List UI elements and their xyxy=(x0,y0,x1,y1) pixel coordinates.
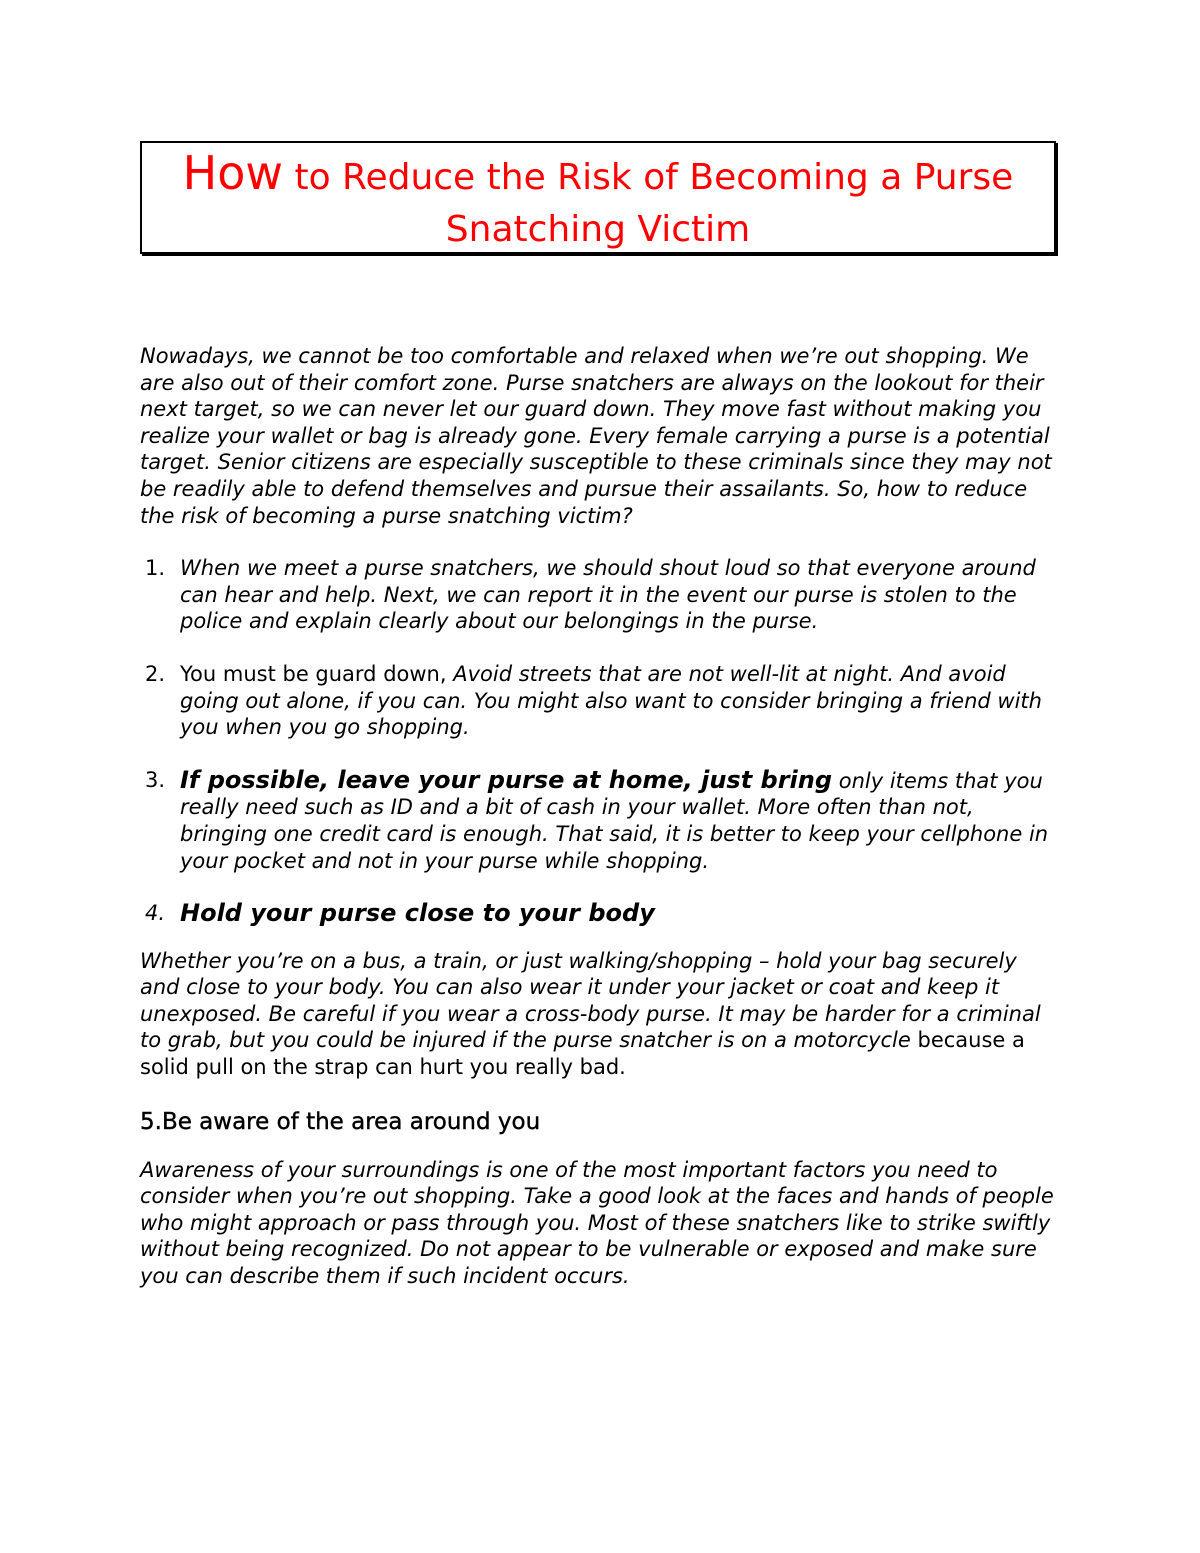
list-item-text: only items that you really need such as ID and a bit of cash in your wallet. More often than not, bringing one credit card is enough. That said, it is better to keep your cellphone in your pocket and not in your purse while shopping. xyxy=(180,768,1049,873)
document-page xyxy=(140,141,1060,1290)
intro-paragraph: Nowadays, we cannot be too comfortable and relaxed when we’re out shopping. We are also out of their comfort zone. Purse snatchers are always on the lookout for their next target, so we can never let our guard down. They move fast without making you realize your wallet or bag is already gone. Every female carrying a purse is a potential target. Senior citizens are especially susceptible to these criminals since they may not be readily able to defend themselves and pursue their assailants. So, how to reduce the risk of becoming a purse snatching victim? xyxy=(140,344,1052,528)
list-item xyxy=(140,900,1060,928)
list-item xyxy=(140,661,1060,741)
list-item xyxy=(140,555,1060,635)
list-item-text: Avoid streets that are not well-lit at night. And avoid going out alone, if you can. You might also want to consider bringing a friend with you when you go shopping. xyxy=(180,661,1042,740)
list-number: 2. xyxy=(145,661,166,686)
list-number: 4. xyxy=(145,901,166,926)
list-item-heading: Hold your purse close to your body xyxy=(180,899,655,928)
list-item-lead: You must be guard down, xyxy=(180,661,454,686)
paragraph-4-italic: Whether you’re on a bus, a train, or just walking/shopping – hold your bag securely and close to your body. You can also wear it under your jacket or coat and keep it unexposed. Be careful if you wear a cross-body purse. It may be harder for a criminal to grab, but you could be injured if the purse snatcher is on a motorcycle xyxy=(140,948,1041,1053)
list-number: 3. xyxy=(145,767,166,792)
title-line2: Snatching Victim xyxy=(445,209,751,250)
list-item xyxy=(140,767,1060,874)
title-first-word: How xyxy=(182,146,284,200)
list-item-lead: If possible, leave your purse at home, just bring xyxy=(180,765,833,794)
section-heading-5: 5.Be aware of the area around you xyxy=(140,1108,541,1135)
list-number: 1. xyxy=(145,556,166,581)
body-paragraph-4 xyxy=(140,948,1060,1081)
title-line1-rest: to Reduce the Risk of Becoming a Purse xyxy=(283,157,1014,198)
tips-list xyxy=(140,555,1060,928)
list-item-text: When we meet a purse snatchers, we should shout loud so that everyone around can hear and help. Next, we can report it in the event our purse is stolen to the police and explain clearly about our belongings in the purse. xyxy=(180,556,1036,634)
paragraph-4-normal: because a solid pull on the strap can hurt you really bad. xyxy=(140,1028,1025,1080)
body-paragraph-5: Awareness of your surroundings is one of the most important factors you need to consider when you’re out shopping. Take a good look at the faces and hands of people who might approach or pass through you. Most of these snatchers like to strike swiftly without being recognized. Do not appear to be vulnerable or exposed and make sure you can describe them if such incident occurs. xyxy=(140,1157,1054,1289)
document-title xyxy=(142,147,1054,256)
title-box xyxy=(140,141,1056,254)
